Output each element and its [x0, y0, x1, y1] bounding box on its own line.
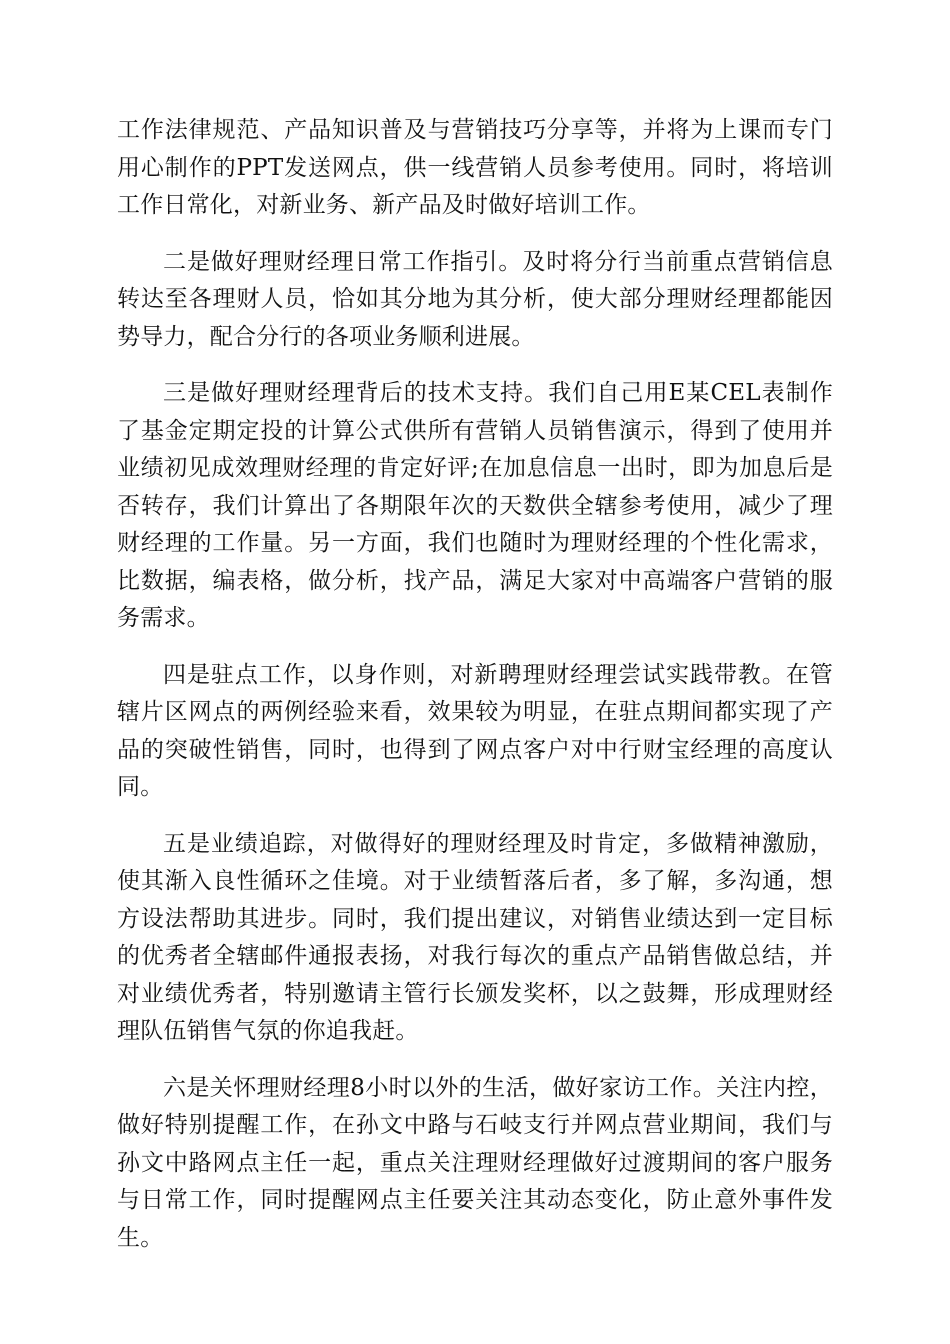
paragraph-item-six: 六是关怀理财经理8小时以外的生活，做好家访工作。关注内控，做好特别提醒工作，在孙文中路与石岐支行并网点营业期间，我们与孙文中路网点主任一起，重点关注理财经理做好过渡期间的客户服务与日常工作，同时提醒网点主任要关注其动态变化，防止意外事件发生。 [117, 1074, 833, 1251]
paragraph-item-five: 五是业绩追踪，对做得好的理财经理及时肯定，多做精神激励，使其渐入良性循环之佳境。对于业绩暂落后者，多了解，多沟通，想方设法帮助其进步。同时，我们提出建议，对销售业绩达到一定目标的优秀者全辖邮件通报表扬，对我行每次的重点产品销售做总结，并对业绩优秀者，特别邀请主管行长颁发奖杯，以之鼓舞，形成理财经理队伍销售气氛的你追我赶。 [117, 830, 833, 1044]
paragraph-item-three: 三是做好理财经理背后的技术支持。我们自己用E某CEL表制作了基金定期定投的计算公式供所有营销人员销售演示，得到了使用并业绩初见成效理财经理的肯定好评;在加息信息一出时，即为加息后是否转存，我们计算出了各期限年次的天数供全辖参考使用，减少了理财经理的工作量。另一方面，我们也随时为理财经理的个性化需求，比数据，编表格，做分析，找产品，满足大家对中高端客户营销的服务需求。 [117, 380, 833, 631]
paragraph-item-four: 四是驻点工作，以身作则，对新聘理财经理尝试实践带教。在管辖片区网点的两例经验来看，效果较为明显，在驻点期间都实现了产品的突破性销售，同时，也得到了网点客户对中行财宝经理的高度认同。 [117, 661, 833, 800]
paragraph-item-two: 二是做好理财经理日常工作指引。及时将分行当前重点营销信息转达至各理财人员，恰如其分地为其分析，使大部分理财经理都能因势导力，配合分行的各项业务顺利进展。 [117, 248, 833, 350]
paragraph-training-continuation: 工作法律规范、产品知识普及与营销技巧分享等，并将为上课而专门用心制作的PPT发送网点，供一线营销人员参考使用。同时，将培训工作日常化，对新业务、新产品及时做好培训工作。 [117, 117, 833, 218]
document-body [117, 112, 833, 1276]
